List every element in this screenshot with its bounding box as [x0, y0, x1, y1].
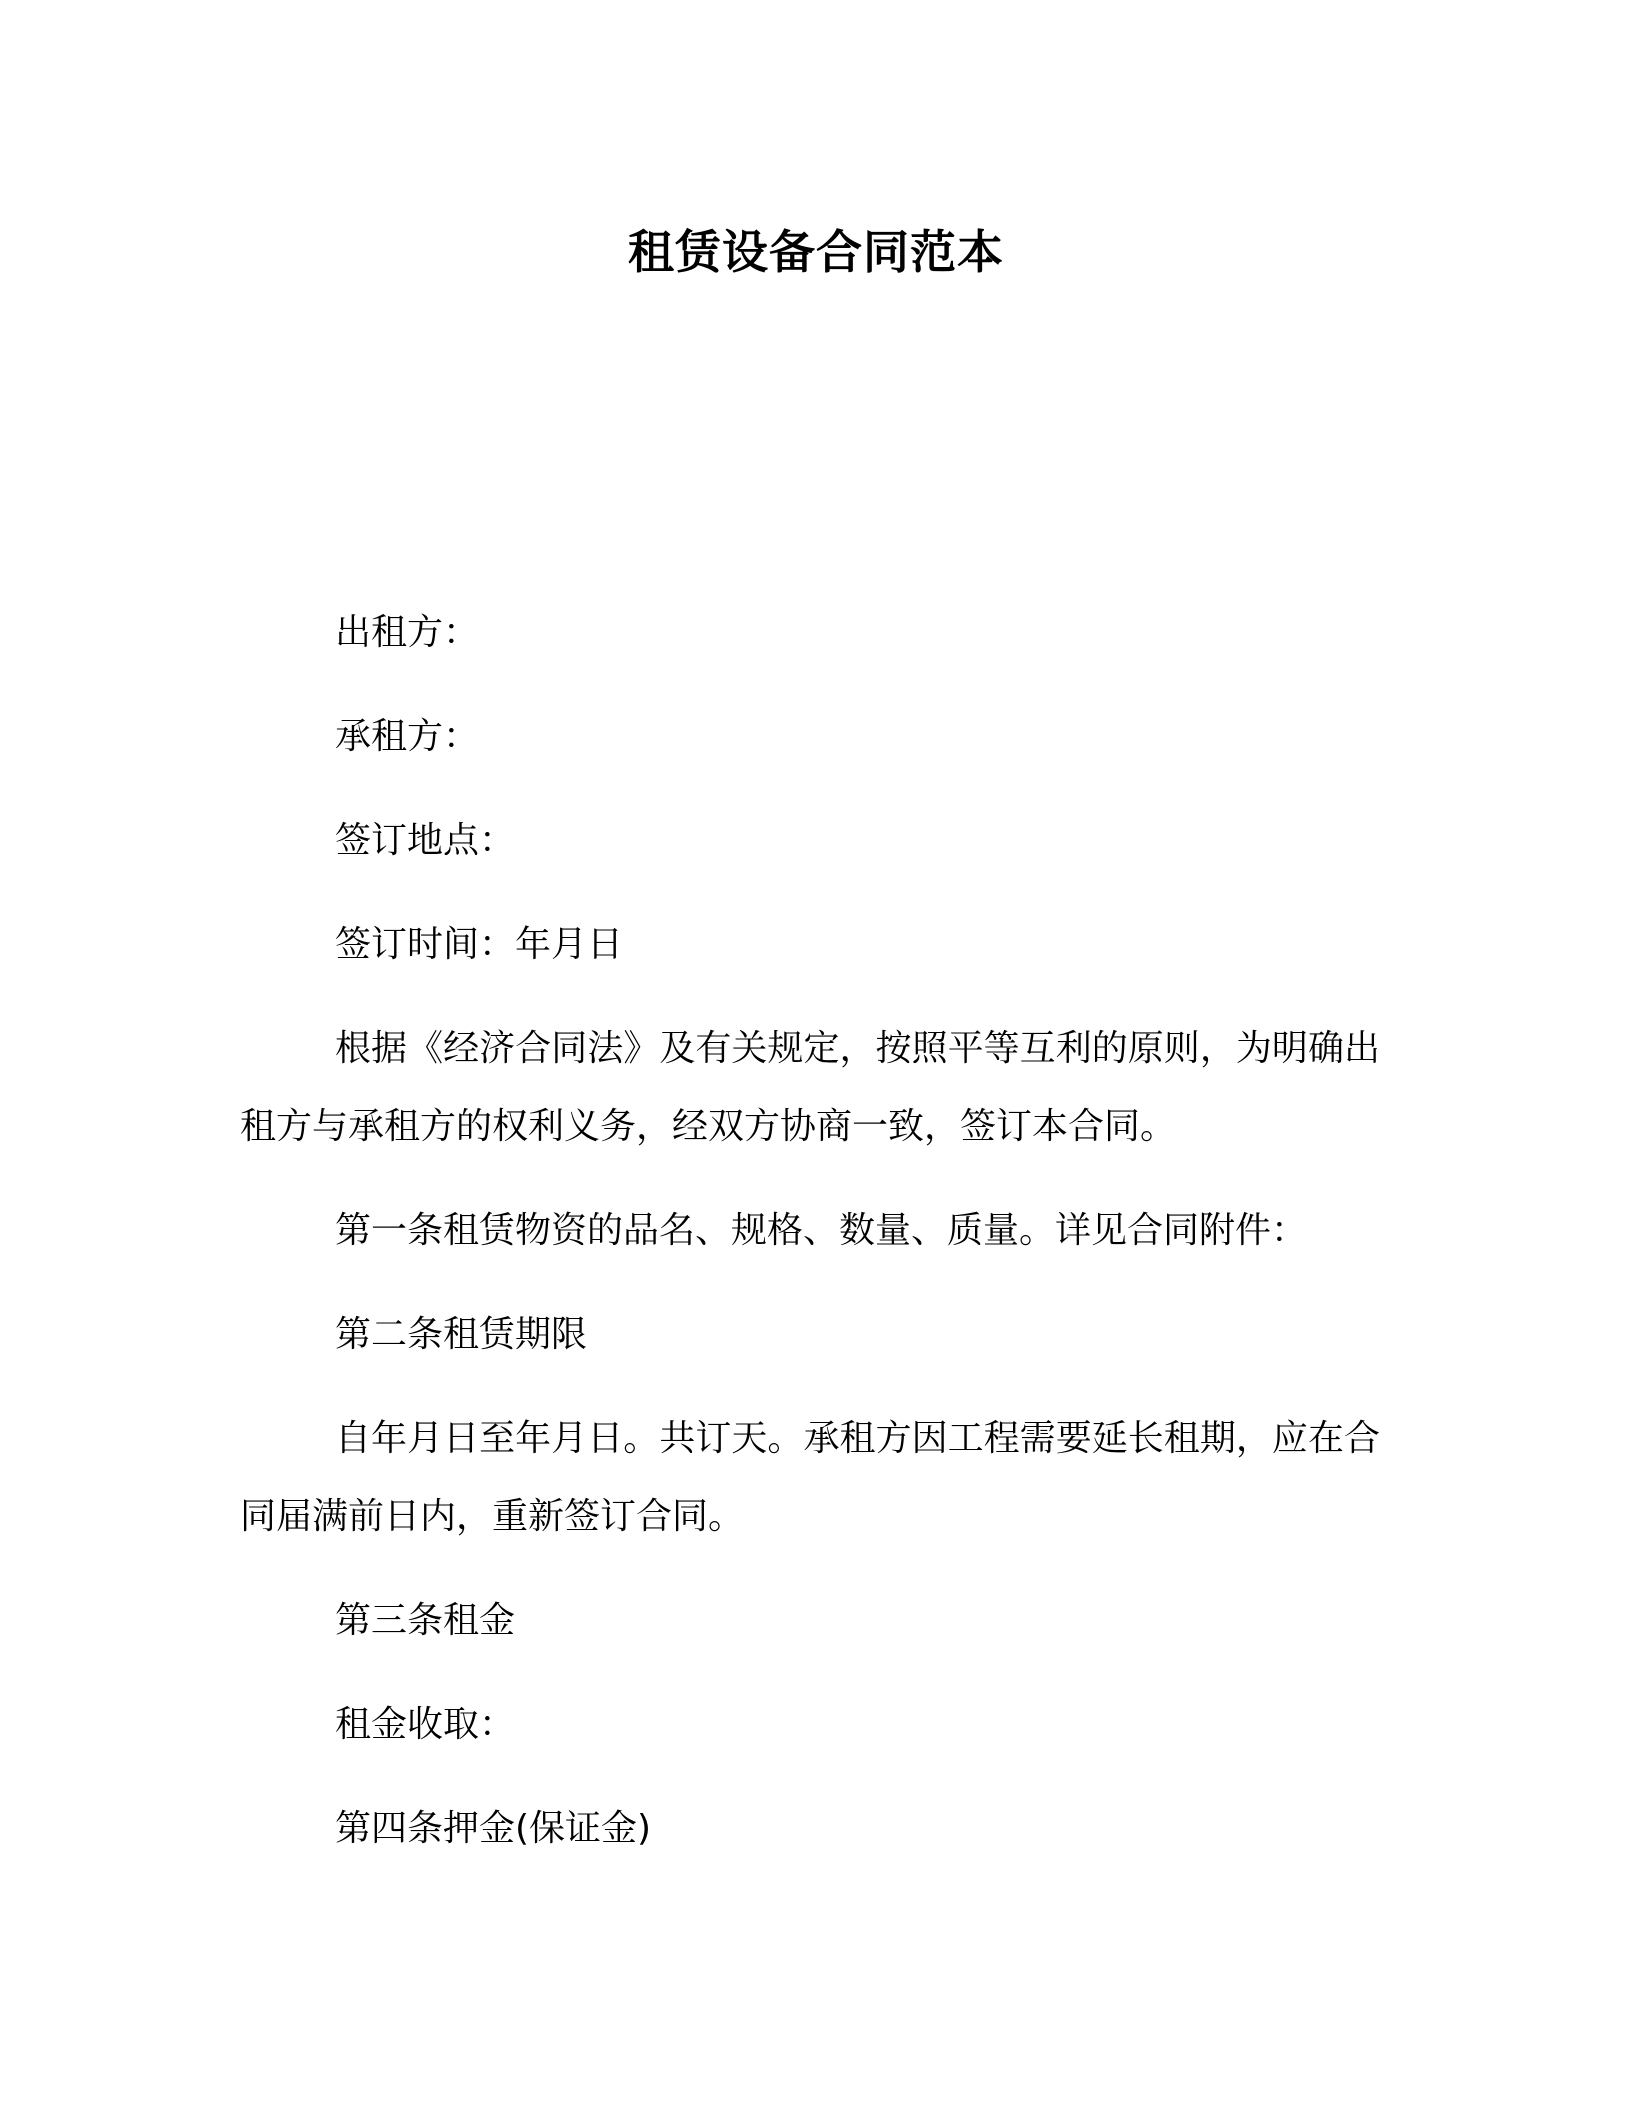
article-3-heading: 第三条租金 [335, 1600, 516, 1641]
lessor-line: 出租方： [335, 612, 480, 653]
preamble-paragraph: 根据《经济合同法》及有关规定，按照平等互利的原则，为明确出租方与承租方的权利义务，经双方协商一致，签订本合同。 [240, 1028, 1380, 1147]
article-4-heading: 第四条押金(保证金) [335, 1808, 652, 1849]
article-1: 第一条租赁物资的品名、规格、数量、质量。详见合同附件： [335, 1210, 1308, 1251]
article-2-text: 自年月日至年月日。共订天。承租方因工程需要延长租期，应在合同届满前日内，重新签订合同。 [240, 1418, 1380, 1537]
signing-time-line: 签订时间：年月日 [335, 924, 624, 965]
article-2-heading: 第二条租赁期限 [335, 1314, 588, 1355]
document-title: 租赁设备合同范本 [628, 225, 1004, 279]
signing-place-line: 签订地点： [335, 820, 516, 861]
lessee-line: 承租方： [335, 716, 480, 757]
document-body [240, 594, 1380, 1894]
rent-collection-line: 租金收取： [335, 1704, 516, 1745]
